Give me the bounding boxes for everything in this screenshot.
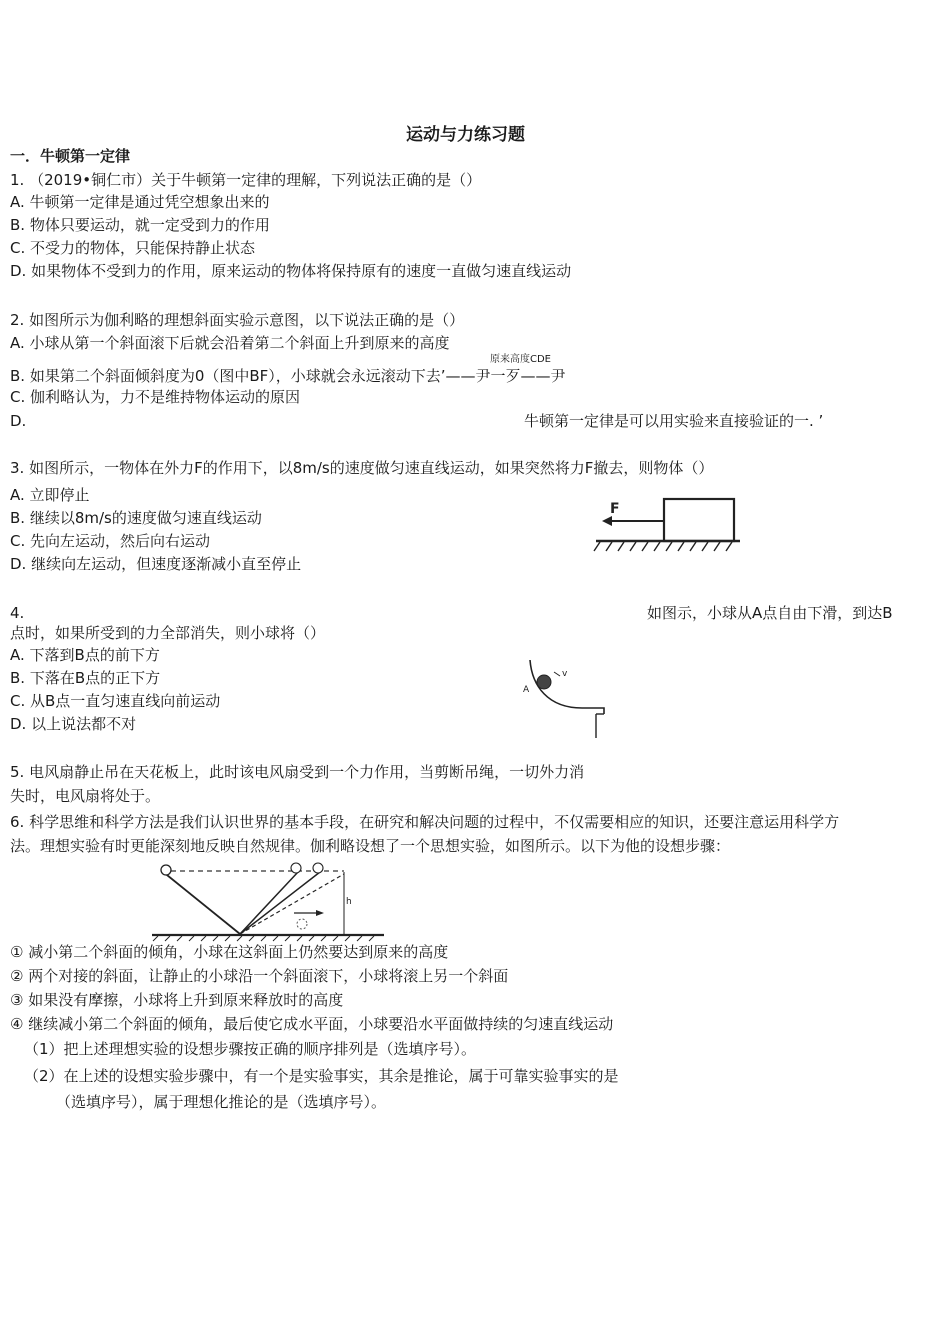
ground-hatching [594,542,732,551]
q2-stem: 2. 如图所示为伽利略的理想斜面实验示意图，以下说法正确的是（） [10,311,465,329]
q3-figure [592,493,742,555]
ball-start [161,865,171,875]
q4-option-a: A. 下落到B点的前下方 [10,646,160,664]
ground-hatching [153,936,374,941]
q1-option-d: D. 如果物体不受到力的作用，原来运动的物体将保持原有的速度一直做匀速直线运动 [10,262,572,280]
second-incline-shallow [240,872,320,934]
q6-step-4: ④ 继续减小第二个斜面的倾角，最后使它成水平面，小球要沿水平面做持续的匀速直线运动 [10,1015,614,1033]
q3-option-d: D. 继续向左运动，但速度逐渐减小直至停止 [10,555,302,573]
q4-figure [520,656,610,740]
q2-option-d-text: 牛顿第一定律是可以用实验来直接验证的一. ’ [524,412,824,430]
page-title: 运动与力练习题 [406,125,525,145]
q4-stem: 如图示，小球从A点自由下滑，到达B [647,604,893,622]
q6-part-2-continued: （选填序号），属于理想化推论的是（选填序号）。 [56,1093,387,1111]
q3-option-c: C. 先向左运动，然后向右运动 [10,532,211,550]
q4-stem-continued: 点时，如果所受到的力全部消失，则小球将（） [10,624,326,642]
q1-option-c: C. 不受力的物体，只能保持静止状态 [10,239,256,257]
q1-option-a: A. 牛顿第一定律是通过凭空想象出来的 [10,193,270,211]
q6-part-2: （2）在上述的设想实验步骤中，有一个是实验事实，其余是推论，属于可靠实验事实的是 [24,1067,619,1085]
q1-option-b: B. 物体只要运动，就一定受到力的作用 [10,216,270,234]
q4-option-b: B. 下落在B点的正下方 [10,669,161,687]
q4-number: 4. [10,604,25,622]
force-arrowhead [602,516,612,526]
q5-line1: 5. 电风扇静止吊在天花板上，此时该电风扇受到一个力作用，当剪断吊绳，一切外力消 [10,763,585,781]
q2-figure-label: 原来高度CDE [490,354,552,365]
block-shape [664,499,734,541]
section-heading: 一．牛顿第一定律 [10,147,131,165]
q6-line1: 6. 科学思维和科学方法是我们认识世界的基本手段，在研究和解决问题的过程中，不仅需要相应的知识，还要注意运用科学方 [10,813,840,831]
q3-option-a: A. 立即停止 [10,486,90,504]
q6-part-1: （1）把上述理想实验的设想步骤按正确的顺序排列是（选填序号）。 [24,1040,477,1058]
q5-line2: 失时，电风扇将处于。 [10,787,161,805]
q3-stem: 3. 如图所示，一物体在外力F的作用下，以8m/s的速度做匀速直线运动，如果突然将力F撤去，则物体（） [10,459,714,477]
q6-step-1: ① 减小第二个斜面的倾角，小球在这斜面上仍然要达到原来的高度 [10,943,449,961]
height-label: h [346,897,352,907]
ball [537,675,551,689]
force-label: F [610,501,620,517]
q3-option-b: B. 继续以8m/s的速度做匀速直线运动 [10,509,262,527]
q1-stem: 1. （2019•铜仁市）关于牛顿第一定律的理解，下列说法正确的是（） [10,171,482,189]
q6-step-3: ③ 如果没有摩擦，小球将上升到原来释放时的高度 [10,991,344,1009]
q2-option-d-letter: D. [10,412,27,430]
velocity-label: v [562,669,568,679]
first-incline [162,871,240,934]
q4-option-c: C. 从B点一直匀速直线向前运动 [10,692,221,710]
q2-option-a: A. 小球从第一个斜面滚下后就会沿着第二个斜面上升到原来的高度 [10,334,450,352]
second-incline-steep [240,872,298,934]
q6-line2: 法。理想实验有时更能深刻地反映自然规律。伽利略设想了一个思想实验，如图所示。以下为他的设想步骤： [10,837,731,855]
q6-step-2: ② 两个对接的斜面，让静止的小球沿一个斜面滚下，小球将滚上另一个斜面 [10,967,509,985]
ball-shallow [313,863,323,873]
q4-option-d: D. 以上说法都不对 [10,715,137,733]
q2-option-b: B. 如果第二个斜面倾斜度为0（图中BF），小球就会永远滚动下去’——尹一歹——尹 [10,367,566,385]
ball-horizontal [297,919,307,929]
q6-figure [148,862,388,942]
point-a-label: A [523,685,530,695]
q2-option-c: C. 伽利略认为，力不是维持物体运动的原因 [10,388,301,406]
ball-steep [291,863,301,873]
second-incline-dashed [240,874,344,934]
